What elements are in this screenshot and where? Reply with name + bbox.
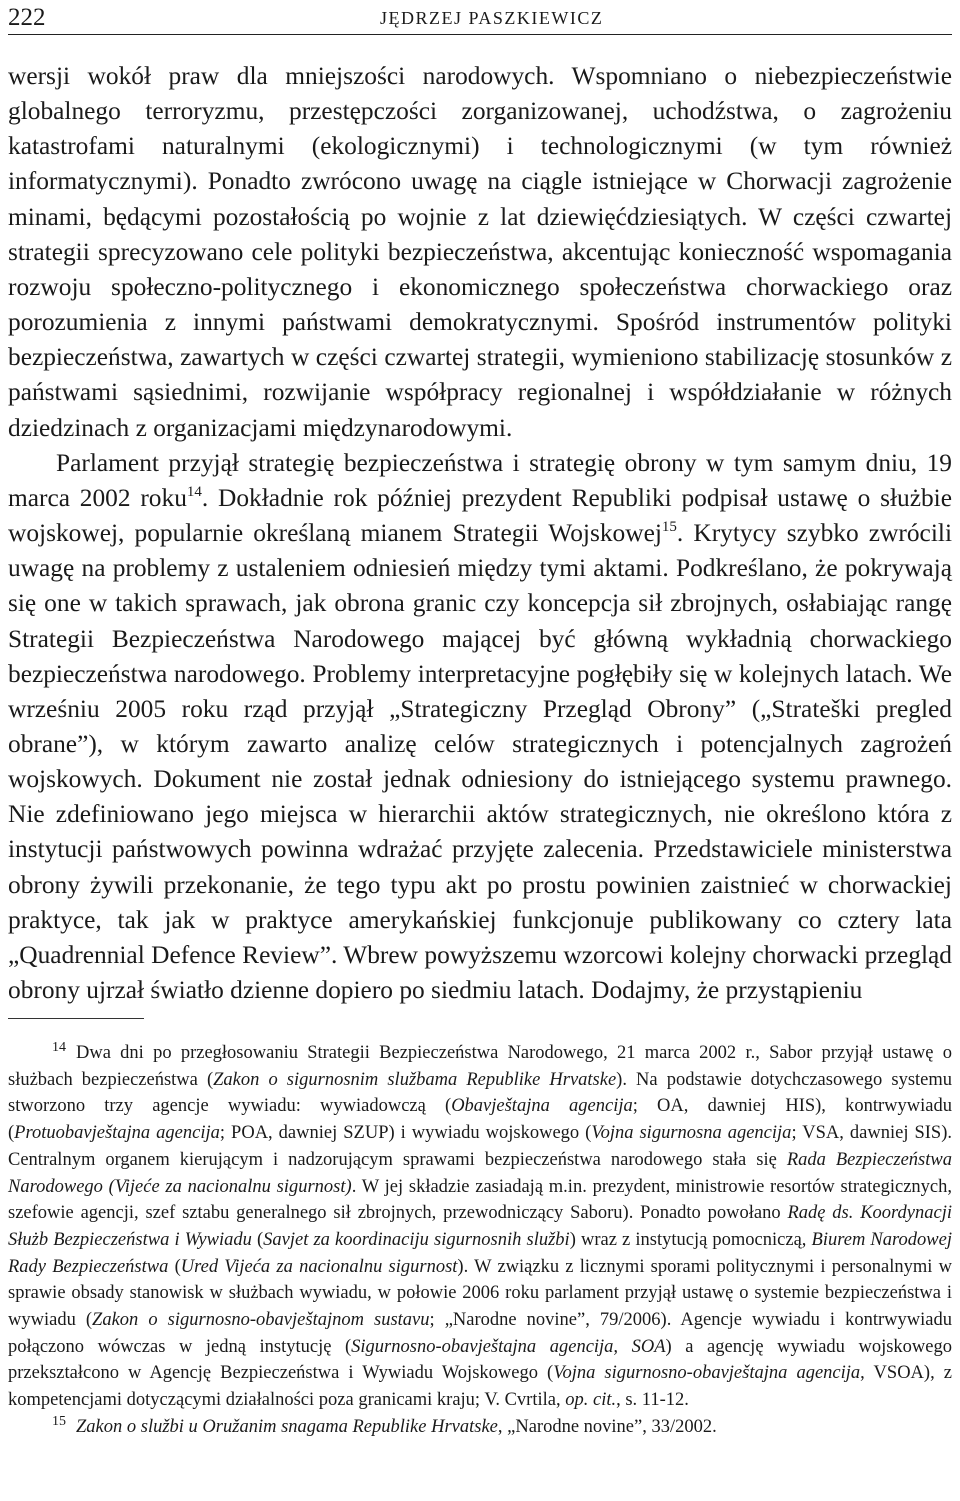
fn-text: Dwa dni po przegłosowaniu Strategii Bezpieczeństwa Narodowego, 21 marca 2002 r., Sabor przyjął ustawę o służbach bezpieczeństwa ( xyxy=(8,1043,952,1090)
fn-italic: Sigurnosno-obavještajna agencija, SOA xyxy=(351,1336,666,1357)
fn-text: ). W związku z licznymi sporami politycznymi i personalnymi w sprawie obsady stanowisk w służbach wywiadu, w połowie 2006 roku parlament przyjął ustawę o systemie bezpieczeństwa i wywiadu ( xyxy=(8,1256,952,1331)
fn-italic: op. cit. xyxy=(565,1390,617,1411)
running-head: JĘDRZEJ PASZKIEWICZ xyxy=(380,8,604,28)
fn-text: , „Narodne novine”, 33/2002. xyxy=(497,1416,717,1437)
paragraph-2 xyxy=(8,446,952,1009)
footnote-separator xyxy=(8,1018,144,1019)
fn-text: ; VSA, dawniej SIS). Centralnym organem kierującym i nadzorującym sprawami bezpieczeństwa narodowego stała się xyxy=(8,1123,952,1170)
fn-text: ( xyxy=(168,1256,181,1277)
fn-text: , VSOA), z kompetencjami dotyczącymi działalności poza granicami kraju; V. Cvrtila, xyxy=(8,1363,952,1411)
fn-text: ) a agencję wywiadu wojskowego przekształcono w Agencję Bezpieczeństwa i Wywiadu Wojskowego ( xyxy=(8,1336,953,1384)
page-number: 222 xyxy=(8,4,46,31)
fn-text: ). Na podstawie dotychczasowego systemu stworzono trzy agencje wywiadu: wywiadowczą ( xyxy=(8,1069,953,1117)
footnote-15 xyxy=(8,1414,952,1441)
fn-text: ; „Narodne novine”, 79/2006). Agencje wywiadu i kontrwywiadu połączono wówczas w jedną instytucję ( xyxy=(8,1310,952,1357)
fn-text: ; OA, dawniej HIS), kontrwywiadu ( xyxy=(8,1096,952,1144)
fn-italic: Biurem Narodowej Rady Bezpieczeństwa xyxy=(8,1229,952,1277)
footnote-number: 15 xyxy=(52,1413,66,1429)
fn-text: ) wraz z instytucją pomocniczą, xyxy=(569,1229,812,1250)
paragraph-2-part-b: . Dokładnie rok później prezydent Republiki podpisał ustawę o służbie wojskowej, popularnie określaną mianem Strategii Wojskowej xyxy=(8,483,952,548)
fn-text: , s. 11-12. xyxy=(616,1390,689,1411)
fn-italic: Zakon o sigurnosno-obavještajnom sustavu xyxy=(92,1310,430,1331)
fn-text: ( xyxy=(251,1229,264,1250)
fn-italic: Zakon o sigurnosnim službama Republike Hrvatske xyxy=(213,1069,617,1090)
fn-italic: Ured Vijeća za nacionalnu sigurnost xyxy=(180,1256,458,1277)
fn-italic: Rada Bezpieczeństwa Narodowego (Vijeće za nacionalnu sigurnost) xyxy=(8,1149,952,1197)
fn-italic: Vojna sigurnosno-obavještajna agencija xyxy=(553,1363,861,1384)
paragraph-2-part-c: . Krytycy szybko zwrócili uwagę na problemy z ustaleniem odniesień między tymi aktami. Podkreślano, że pokrywają się one w takich sprawach, jak obrona granic czy koncepcja sił zbrojnych, osłabiając rangę Strategii Bezpieczeństwa Narodowego mającej być główną wykładnią chorwackiego bezpieczeństwa narodowego. Problemy interpretacyjne pogłębiły się w kolejnych latach. We wrześniu 2005 roku rząd przyjął „Strategiczny Przegląd Obrony” („Strateški pregled obrane”), w którym zawarto analizę celów strategicznych i potencjalnych zagrożeń wojskowych. Dokument nie został jednak odniesiony do istniejącego systemu prawnego. Nie zdefiniowano jego miejsca w hierarchii aktów strategicznych, nie określono która z instytucji państwowych powinna wdrażać przyjęte zalecenia. Przedstawiciele ministerstwa obrony żywili przekonanie, że tego typu akt po prostu powinien zaistnieć w chorwackiej praktyce, tak jak w praktyce amerykańskiej funkcjonuje publikowany co cztery lata „Quadrennial Defence Review”. Wbrew powyższemu wzorcowi kolejny chorwacki przegląd obrony ujrzał światło dzienne dopiero po siedmiu latach. Dodajmy, że przystąpieniu xyxy=(8,519,952,1005)
footnote-14 xyxy=(8,1040,952,1414)
fn-italic: Obavještajna agencija xyxy=(451,1096,633,1117)
footnote-ref-14[interactable]: 14 xyxy=(186,483,202,500)
fn-italic: Savjet za koordinaciju sigurnosnih službi xyxy=(263,1229,570,1250)
main-text xyxy=(8,59,952,1008)
paragraph-2-part-a: Parlament przyjął strategię bezpieczeństwa i strategię obrony w tym samym dniu, 19 marca 2002 roku xyxy=(8,448,952,512)
fn-text: ; POA, dawniej SZUP) i wywiadu wojskowego ( xyxy=(219,1123,592,1144)
footnote-ref-15[interactable]: 15 xyxy=(661,519,677,536)
footnotes xyxy=(8,1040,952,1441)
fn-italic: Radę ds. Koordynacji Służb Bezpieczeństwa i Wywiadu xyxy=(8,1203,952,1250)
footnote-number: 14 xyxy=(52,1040,66,1055)
fn-italic: Zakon o službi u Oružanim snagama Republike Hrvatske xyxy=(76,1416,498,1437)
paragraph-1: wersji wokół praw dla mniejszości narodowych. Wspomniano o niebezpieczeństwie globalnego terroryzmu, przestępczości zorganizowanej, uchodźstwa, o zagrożeniu katastrofami naturalnymi (ekologicznymi) i technologicznymi (w tym również informatycznymi). Ponadto zwrócono uwagę na ciągle istniejące w Chorwacji zagrożenie minami, będącymi pozostałością po wojnie z lat dziewięćdziesiątych. W części czwartej strategii sprecyzowano cele polityki bezpieczeństwa, akcentując konieczność wspomagania rozwoju społeczno-politycznego i ekonomicznego społeczeństwa chorwackiego oraz porozumienia z innymi państwami demokratycznymi. Spośród instrumentów polityki bezpieczeństwa, zawartych w części czwartej strategii, wymieniono stabilizację stosunków z państwami sąsiednimi, rozwijanie współpracy regionalnej i współdziałanie w różnych dziedzinach z organizacjami międzynarodowymi. xyxy=(8,62,952,442)
fn-italic: Protuobavještajna agencija xyxy=(14,1123,220,1144)
page-header xyxy=(8,0,952,35)
fn-text: . W jej składzie zasiadają m.in. prezydent, ministrowie resortów strategicznych, szefowie agencji, szef sztabu generalnego sił zbrojnych, przewodniczący Saboru). Ponadto powołano xyxy=(8,1176,952,1224)
fn-italic: Vojna sigurnosna agencija xyxy=(591,1123,792,1144)
